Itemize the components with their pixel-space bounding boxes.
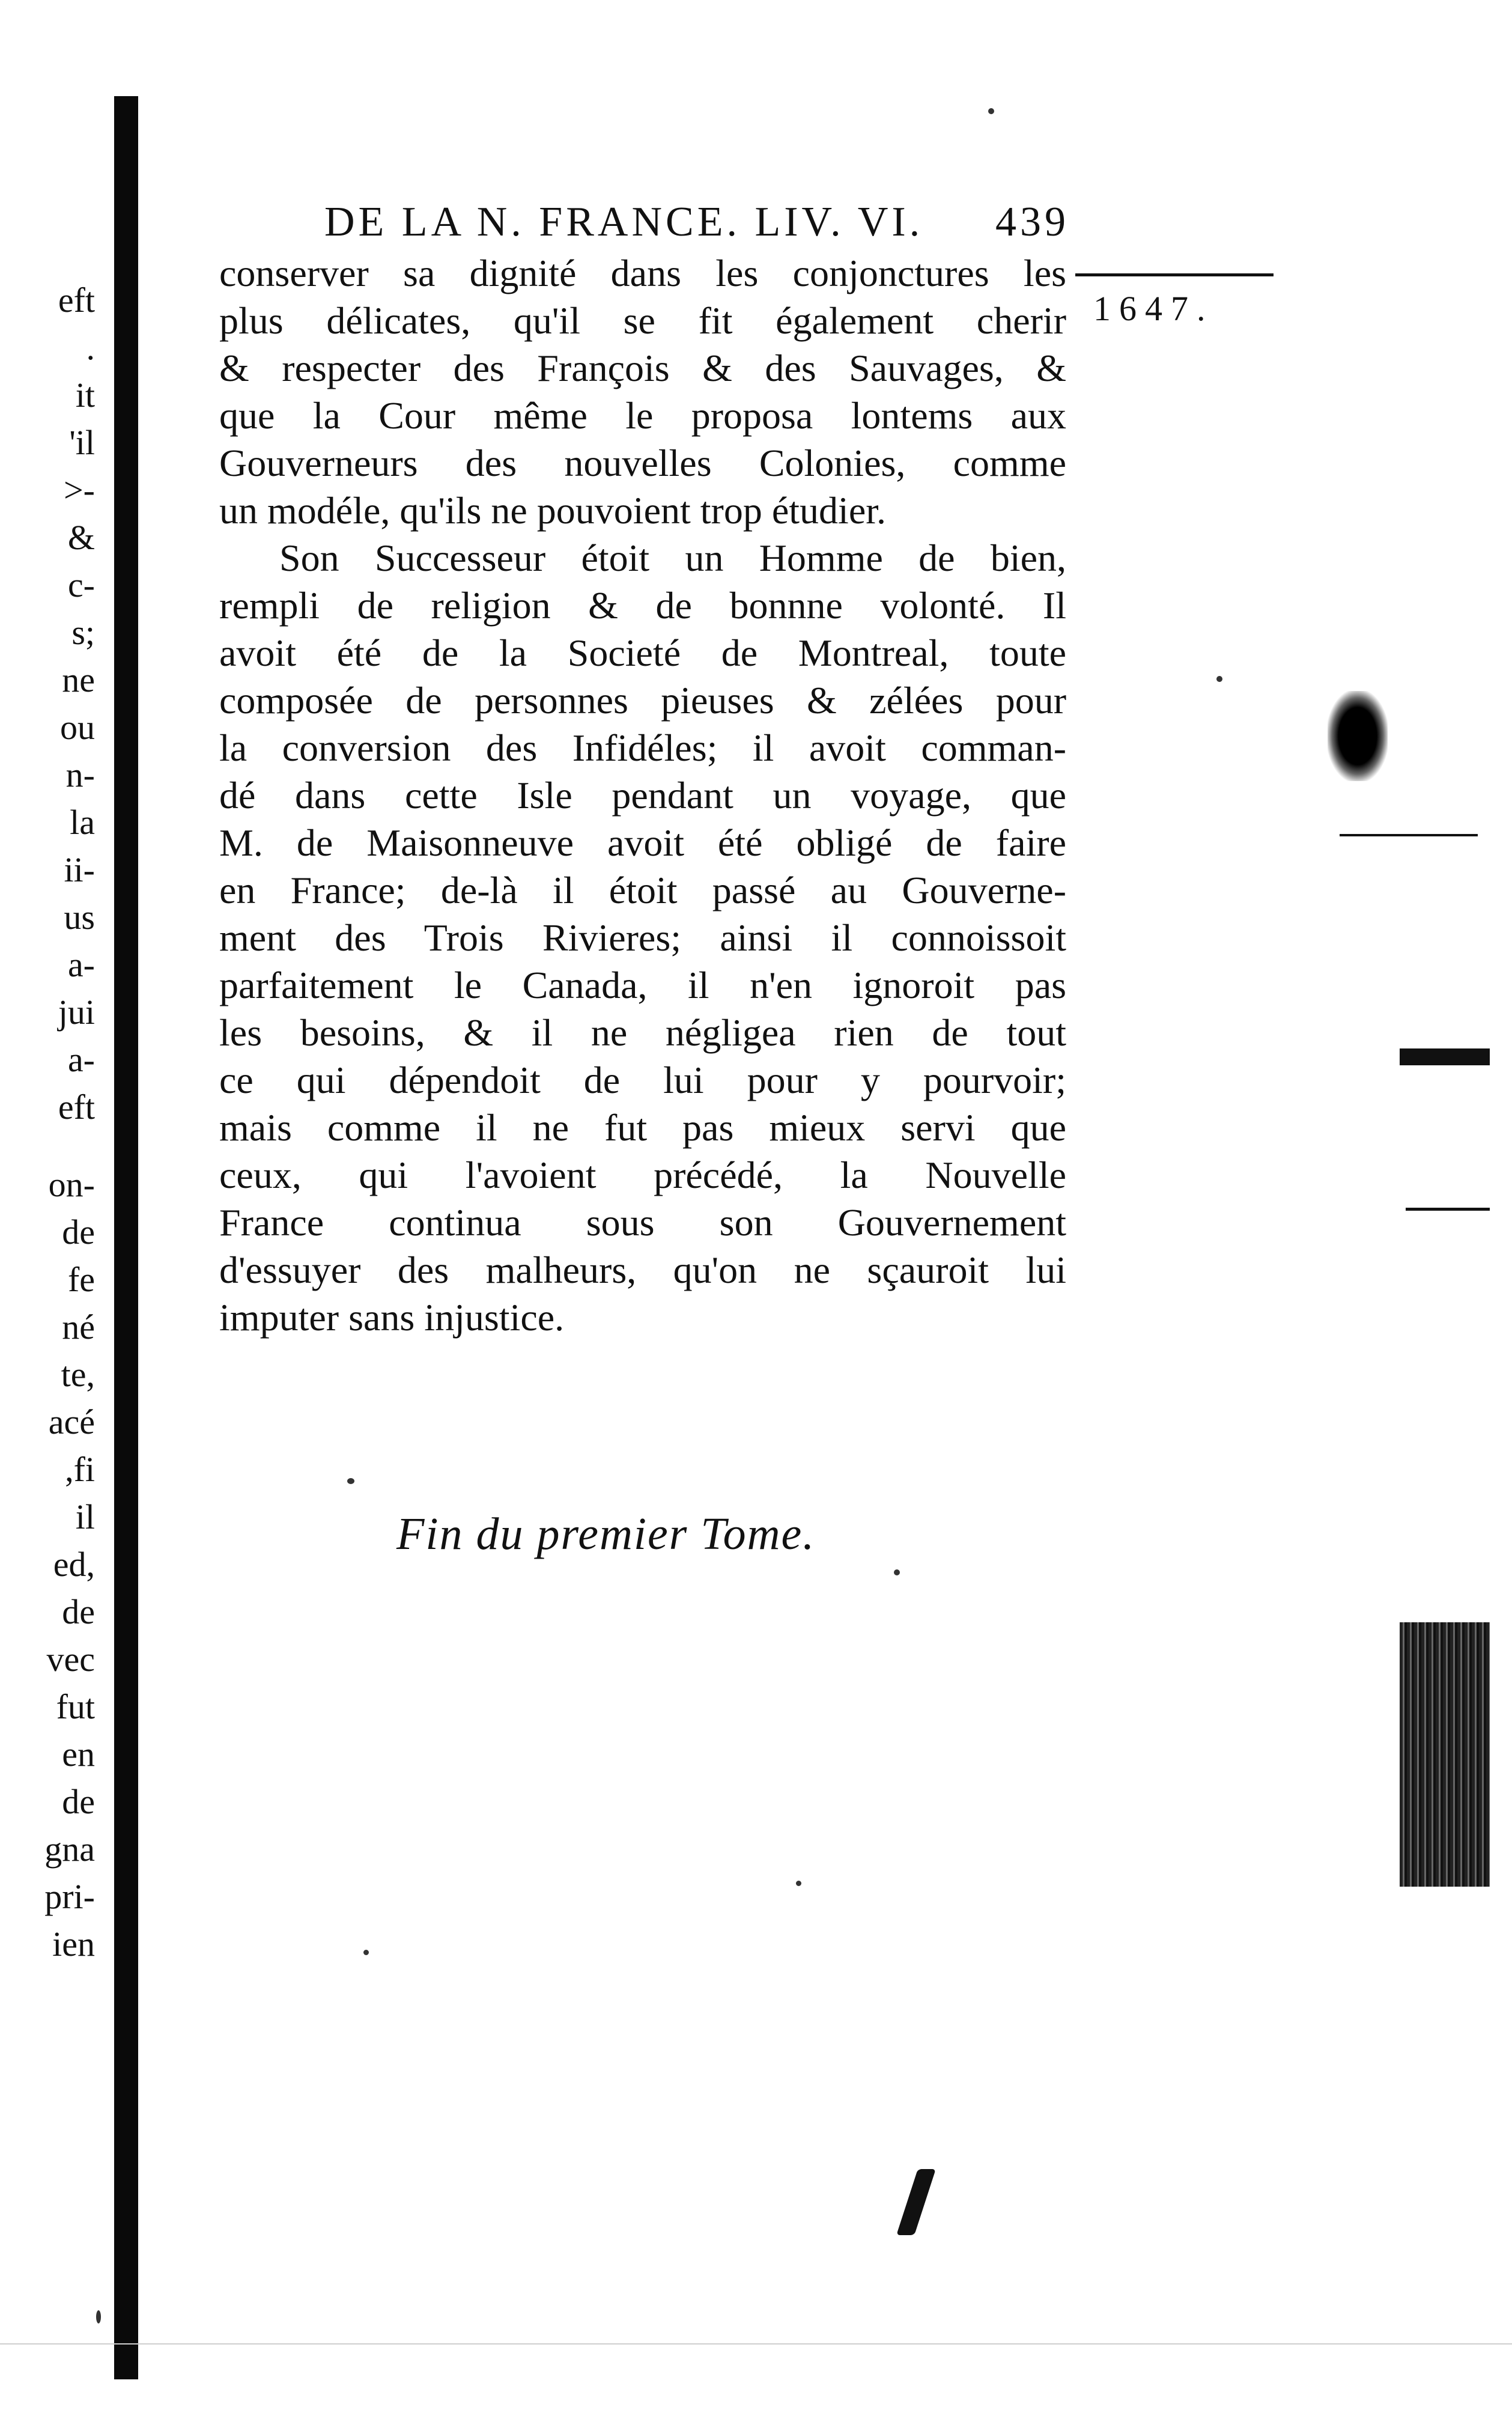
fragment-line: ii-: [64, 850, 95, 889]
fragment-line: &: [67, 518, 95, 557]
speck: [796, 1881, 801, 1886]
fragment-line: gna: [44, 1830, 95, 1869]
text-line: Gouverneurs des nouvelles Colonies, comme: [219, 442, 1066, 484]
page-number: 439: [995, 199, 1069, 245]
fragment-line: .: [86, 328, 95, 367]
fragment-line: eft: [58, 281, 95, 320]
previous-page-fragments: [5, 276, 95, 1968]
text-line: d'essuyer des malheurs, qu'on ne sçauroit lui: [219, 1249, 1066, 1291]
text-line: France continua sous son Gouvernement: [219, 1201, 1066, 1244]
text-line: en France; de-là il étoit passé au Gouverne-: [219, 869, 1066, 911]
fragment-line: a-: [67, 1040, 95, 1079]
speck: [363, 1950, 369, 1955]
ink-blot: [1328, 691, 1388, 781]
running-title: DE LA N. FRANCE. LIV. VI.: [324, 199, 924, 245]
fragment-line: s;: [71, 613, 95, 652]
binding-gutter: [114, 96, 138, 2379]
fragment-line: de: [62, 1782, 95, 1821]
text-line: Son Successeur étoit un Homme de bien,: [279, 537, 1066, 579]
text-line: un modéle, qu'ils ne pouvoient trop étudier.: [219, 489, 886, 532]
fragment-line: n-: [65, 755, 95, 794]
text-line: ceux, qui l'avoient précédé, la Nouvelle: [219, 1154, 1066, 1196]
fragment-line: acé: [48, 1402, 95, 1441]
text-line: conserver sa dignité dans les conjonctures les: [219, 252, 1066, 294]
text-line: dé dans cette Isle pendant un voyage, que: [219, 774, 1066, 817]
speck: [96, 2310, 101, 2323]
fragment-line: il: [75, 1497, 95, 1536]
fragment-line: ,fi: [65, 1450, 95, 1489]
end-note: Fin du premier Tome.: [396, 1509, 816, 1559]
text-line: rempli de religion & de bonnne volonté. Il: [219, 584, 1066, 627]
text-line: imputer sans injustice.: [219, 1296, 565, 1339]
page-bottom-edge: [0, 2343, 1512, 2345]
text-line: composée de personnes pieuses & zélées pour: [219, 679, 1066, 722]
fragment-line: c-: [67, 565, 95, 604]
speck: [988, 108, 994, 114]
fragment-line: a-: [67, 945, 95, 984]
text-line: avoit été de la Societé de Montreal, toute: [219, 631, 1066, 674]
speck: [347, 1478, 354, 1484]
edge-mark: [1400, 1048, 1490, 1065]
marginal-year: 1647.: [1093, 289, 1214, 328]
fragment-line: >-: [63, 470, 95, 510]
text-line: plus délicates, qu'il se fit également cherir: [219, 299, 1066, 342]
fragment-line: pri-: [44, 1877, 95, 1916]
fragment-line: en: [62, 1735, 95, 1774]
text-line: ment des Trois Rivieres; ainsi il connoissoit: [219, 916, 1066, 959]
ornament-mark: [896, 2169, 936, 2235]
margin-rule: [1075, 273, 1274, 276]
edge-mark: [1340, 834, 1478, 836]
fragment-line: ne: [62, 660, 95, 699]
fragment-line: jui: [58, 993, 95, 1032]
body-text: [219, 249, 1066, 1341]
text-line: mais comme il ne fut pas mieux servi que: [219, 1106, 1066, 1149]
edge-mark: [1406, 1208, 1490, 1211]
fragment-line: la: [70, 803, 95, 842]
fragment-line: de: [62, 1213, 95, 1252]
fragment-line: ien: [52, 1925, 95, 1964]
fragment-line: 'il: [69, 423, 95, 462]
fragment-line: vec: [46, 1640, 95, 1679]
text-line: ce qui dépendoit de lui pour y pourvoir;: [219, 1059, 1066, 1101]
fragment-line: te,: [61, 1355, 95, 1394]
fragment-line: eft: [58, 1088, 95, 1127]
fragment-line: de: [62, 1592, 95, 1631]
speck: [894, 1569, 900, 1575]
text-line: que la Cour même le proposa lontems aux: [219, 394, 1066, 437]
fragment-line: fe: [67, 1260, 95, 1299]
fragment-line: ed,: [53, 1545, 95, 1584]
fragment-line: on-: [48, 1165, 95, 1204]
text-line: & respecter des François & des Sauvages, &: [219, 347, 1066, 389]
fragment-line: fut: [56, 1687, 95, 1726]
text-line: M. de Maisonneuve avoit été obligé de faire: [219, 821, 1066, 864]
text-line: parfaitement le Canada, il n'en ignoroit pas: [219, 964, 1066, 1006]
fragment-line: ou: [60, 708, 95, 747]
fragment-line: us: [64, 898, 95, 937]
running-head: [324, 198, 1069, 246]
speck: [1216, 676, 1222, 682]
fragment-line: it: [75, 376, 95, 415]
fragment-line: né: [62, 1307, 95, 1346]
text-line: la conversion des Infidéles; il avoit comman-: [219, 726, 1066, 769]
text-line: les besoins, & il ne négligea rien de tout: [219, 1011, 1066, 1054]
edge-hatching: [1400, 1622, 1490, 1887]
